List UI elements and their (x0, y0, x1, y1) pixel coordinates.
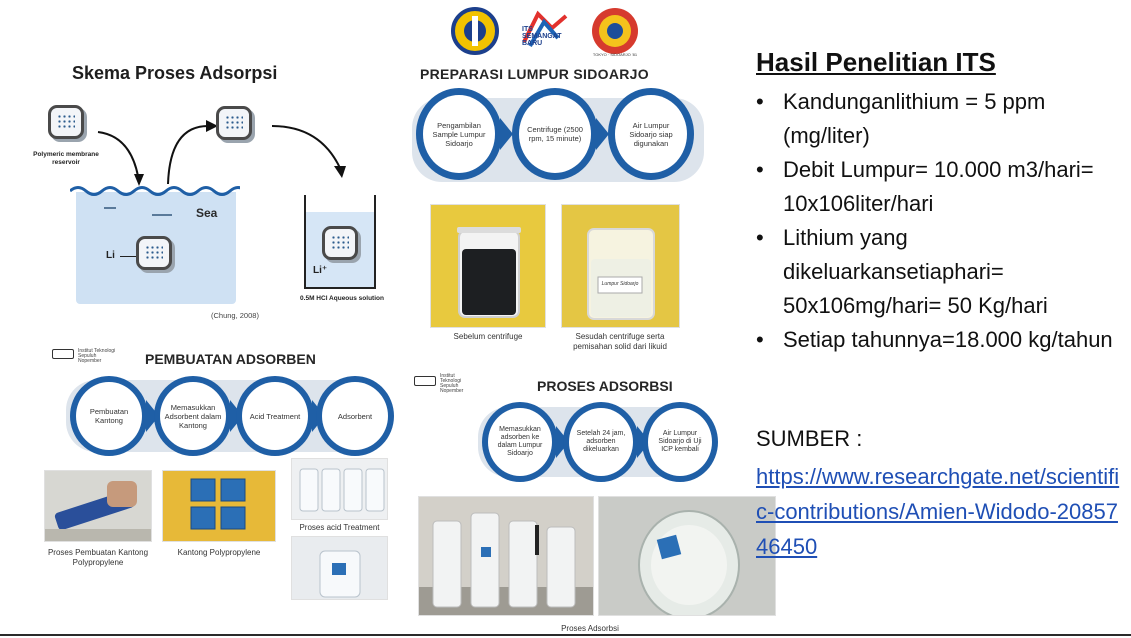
sea-dash (104, 207, 116, 209)
its-small-logo (52, 349, 74, 359)
pembuatan-step-1-text: Pembuatan Kantong (76, 382, 142, 450)
hcl-label: 0.5M HCl Aqueous solution (300, 295, 384, 302)
photo-acid-jar (291, 536, 388, 600)
proses-step-3-text: Air Lumpur Sidoarjo di Uji ICP kembali (648, 408, 712, 476)
pembuatan-step-4-text: Adsorbent (322, 382, 388, 450)
photo-pembuatan-kantong (44, 470, 152, 542)
photo-before-centrifuge (430, 204, 546, 328)
hasil-item: • Lithium yang dikeluarkansetiaphari= 50x106mg/hari= 50 Kg/hari (756, 221, 1126, 323)
preparasi-step-2 (512, 88, 598, 180)
li-label: Li (106, 250, 115, 261)
pens-text: TOKYO · SIDOARJO '81 (592, 52, 638, 57)
proses-step-2 (563, 402, 639, 482)
pembuatan-title: PEMBUATAN ADSORBEN (145, 351, 316, 367)
jar-label: Lumpur Sidoarjo (601, 281, 639, 287)
pembuatan-step-1 (70, 376, 148, 456)
preparasi-step-2-text: Centrifuge (2500 rpm, 15 minute) (519, 95, 591, 173)
membrane-cube-sea (136, 236, 172, 270)
hasil-title: Hasil Penelitian ITS (756, 47, 996, 77)
photo-after-centrifuge (561, 204, 680, 328)
photo-proses-adsorbsi-2 (598, 496, 776, 616)
sumber-label: SUMBER : (756, 426, 863, 451)
photo-acid-treatment (291, 458, 388, 520)
proses-step-3 (642, 402, 718, 482)
proses-step-1 (482, 402, 558, 482)
its-small-logo (414, 376, 436, 386)
sea-label: Sea (196, 206, 218, 220)
li-arrow (120, 256, 136, 257)
photo-kantong (162, 470, 276, 542)
skema-title: Skema Proses Adsorpsi (72, 63, 278, 83)
photo-proses-adsorbsi-1 (418, 496, 594, 616)
proses-step-1-text: Memasukkan adsorben ke dalam Lumpur Sidoarjo (488, 408, 552, 476)
hasil-item: • Debit Lumpur= 10.000 m3/hari= 10x106liter/hari (756, 153, 1126, 221)
caption-after: Sesudah centrifuge serta pemisahan solid dari likuid (573, 332, 667, 351)
sea-dash (152, 214, 172, 216)
pembuatan-dept-text: Institut Teknologi Sepuluh Nopember (78, 348, 116, 364)
preparasi-step-1-text: Pengambilan Sample Lumpur Sidoarjo (423, 95, 495, 173)
caption-acid-treatment: Proses acid Treatment (299, 523, 380, 532)
caption-proses-adsorbsi: Proses Adsorbsi (561, 624, 619, 633)
source-link[interactable]: https://www.researchgate.net/scientific-contributions/Amien-Widodo-2085746450 (756, 464, 1120, 559)
membrane-cube-beaker (322, 226, 358, 260)
preparasi-step-3-text: Air Lumpur Sidoarjo siap digunakan (615, 95, 687, 173)
caption-before: Sebelum centrifuge (453, 332, 523, 341)
pembuatan-step-3-text: Acid Treatment (242, 382, 308, 450)
pembuatan-step-2-text: Memasukkan Adsorbent dalam Kantong (160, 382, 226, 450)
preparasi-title: PREPARASI LUMPUR SIDOARJO (420, 66, 649, 82)
caption-kantong: Kantong Polypropylene (177, 548, 261, 557)
pembuatan-step-3 (236, 376, 314, 456)
semangat-text: ITS SEMANGAT BARU (522, 26, 562, 47)
pembuatan-step-4 (316, 376, 394, 456)
its-logo (450, 6, 500, 56)
li-plus-label: Li⁺ (313, 265, 328, 276)
hasil-item: • Kandunganlithium = 5 ppm (mg/liter) (756, 85, 1126, 153)
proses-step-2-text: Setelah 24 jam, adsorben dikeluarkan (569, 408, 633, 476)
bottom-divider (0, 634, 1131, 636)
proses-dept-text: Institut Teknologi Sepuluh Nopember (440, 373, 464, 394)
membrane-cube-1 (48, 105, 84, 139)
pens-logo (590, 6, 640, 58)
membrane-cube-2 (216, 106, 252, 140)
hasil-list (756, 85, 1126, 357)
hasil-item: • Setiap tahunnya=18.000 kg/tahun (756, 323, 1126, 357)
preparasi-step-1 (416, 88, 502, 180)
preparasi-step-3 (608, 88, 694, 180)
its-semangat-baru-logo (516, 8, 572, 56)
caption-pembuatan-kantong: Proses Pembuatan Kantong Polypropylene (47, 548, 149, 567)
pembuatan-step-2 (154, 376, 232, 456)
membrane-label: Polymeric membrane reservoir (33, 151, 99, 166)
proses-title: PROSES ADSORBSI (537, 378, 673, 394)
sea-wave (70, 184, 240, 198)
citation: (Chung, 2008) (211, 311, 259, 320)
